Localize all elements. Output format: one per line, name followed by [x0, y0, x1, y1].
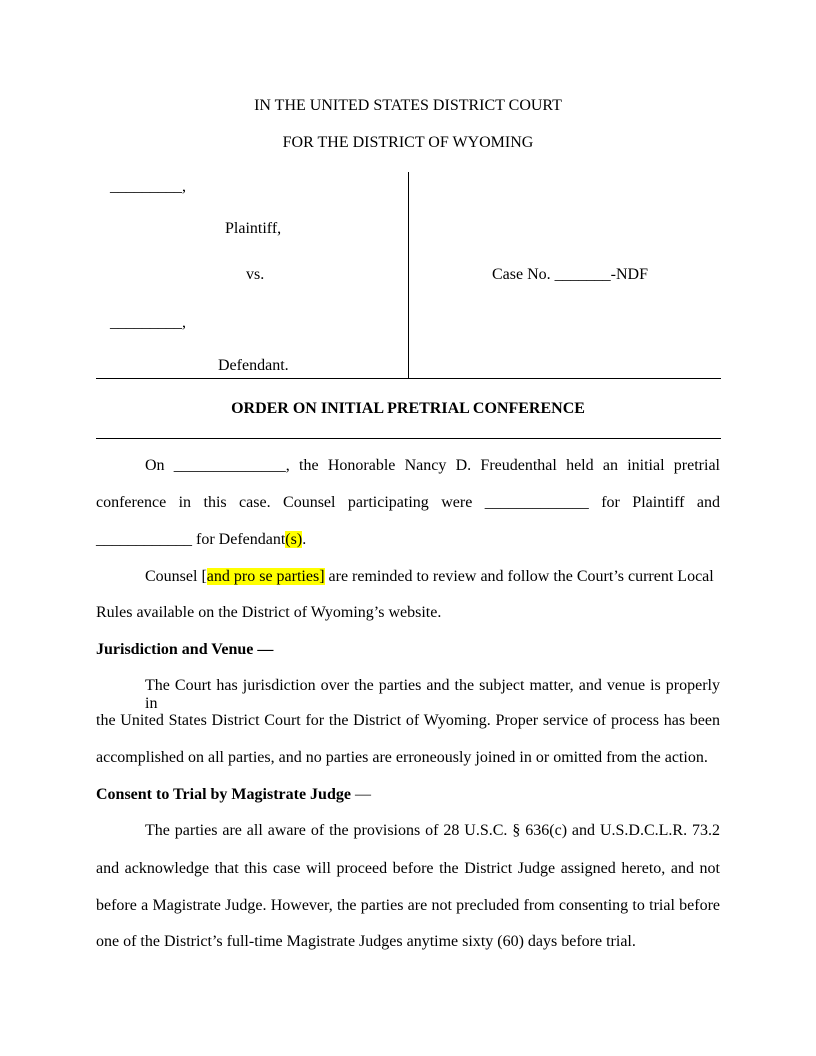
consent-line: before a Magistrate Judge. However, the parties are not precluded from consenting to trial before — [96, 897, 720, 914]
caption-vertical-divider — [408, 172, 409, 378]
para1-line3-end: . — [302, 531, 307, 548]
consent-line: one of the District’s full-time Magistrate Judges anytime sixty (60) days before trial. — [96, 933, 636, 950]
defendant-label: Defendant. — [218, 357, 289, 374]
caption-bottom-rule — [96, 378, 721, 379]
case-number: Case No. _______-NDF — [492, 266, 648, 283]
para2-line2: Rules available on the District of Wyoming’s website. — [96, 604, 442, 621]
plaintiff-label: Plaintiff, — [225, 220, 282, 237]
para2-line1-end: are reminded to review and follow the Court’s current Local — [324, 568, 714, 585]
section-heading-jurisdiction: Jurisdiction and Venue — — [96, 641, 274, 658]
consent-line: The parties are all aware of the provisions of 28 U.S.C. § 636(c) and U.S.D.C.L.R. 73.2 — [145, 822, 720, 839]
highlighted-text: (s) — [285, 531, 303, 548]
para2-line1-start: Counsel [ — [145, 568, 207, 585]
title-rule — [96, 438, 721, 439]
para1-line3 — [96, 531, 306, 549]
order-title: ORDER ON INITIAL PRETRIAL CONFERENCE — [231, 400, 585, 417]
para1-line2: conference in this case. Counsel participating were _____________ for Plaintiff and — [96, 494, 720, 511]
para1-line1: On ______________, the Honorable Nancy D. Freudenthal held an initial pretrial — [145, 457, 720, 474]
jurisdiction-line: the United States District Court for the District of Wyoming. Proper service of process has been — [96, 712, 720, 729]
consent-heading-text: Consent to Trial by Magistrate Judge — [96, 786, 351, 803]
versus-label: vs. — [246, 266, 265, 283]
para1-line3-text: ____________ for Defendant — [96, 531, 286, 548]
plaintiff-name-blank: _________, — [110, 178, 186, 195]
consent-heading-dash: — — [350, 786, 371, 803]
highlighted-text: and pro se parties] — [206, 568, 325, 585]
consent-line: and acknowledge that this case will proceed before the District Judge assigned hereto, and not — [96, 860, 720, 877]
jurisdiction-line: accomplished on all parties, and no parties are erroneously joined in or omitted from the action. — [96, 749, 708, 766]
court-heading: IN THE UNITED STATES DISTRICT COURT — [254, 97, 562, 114]
district-heading: FOR THE DISTRICT OF WYOMING — [282, 134, 534, 151]
section-heading-consent — [96, 786, 371, 804]
jurisdiction-line: The Court has jurisdiction over the parties and the subject matter, and venue is properly in — [145, 677, 720, 712]
para2-line1 — [145, 568, 714, 586]
defendant-name-blank: _________, — [110, 314, 186, 331]
